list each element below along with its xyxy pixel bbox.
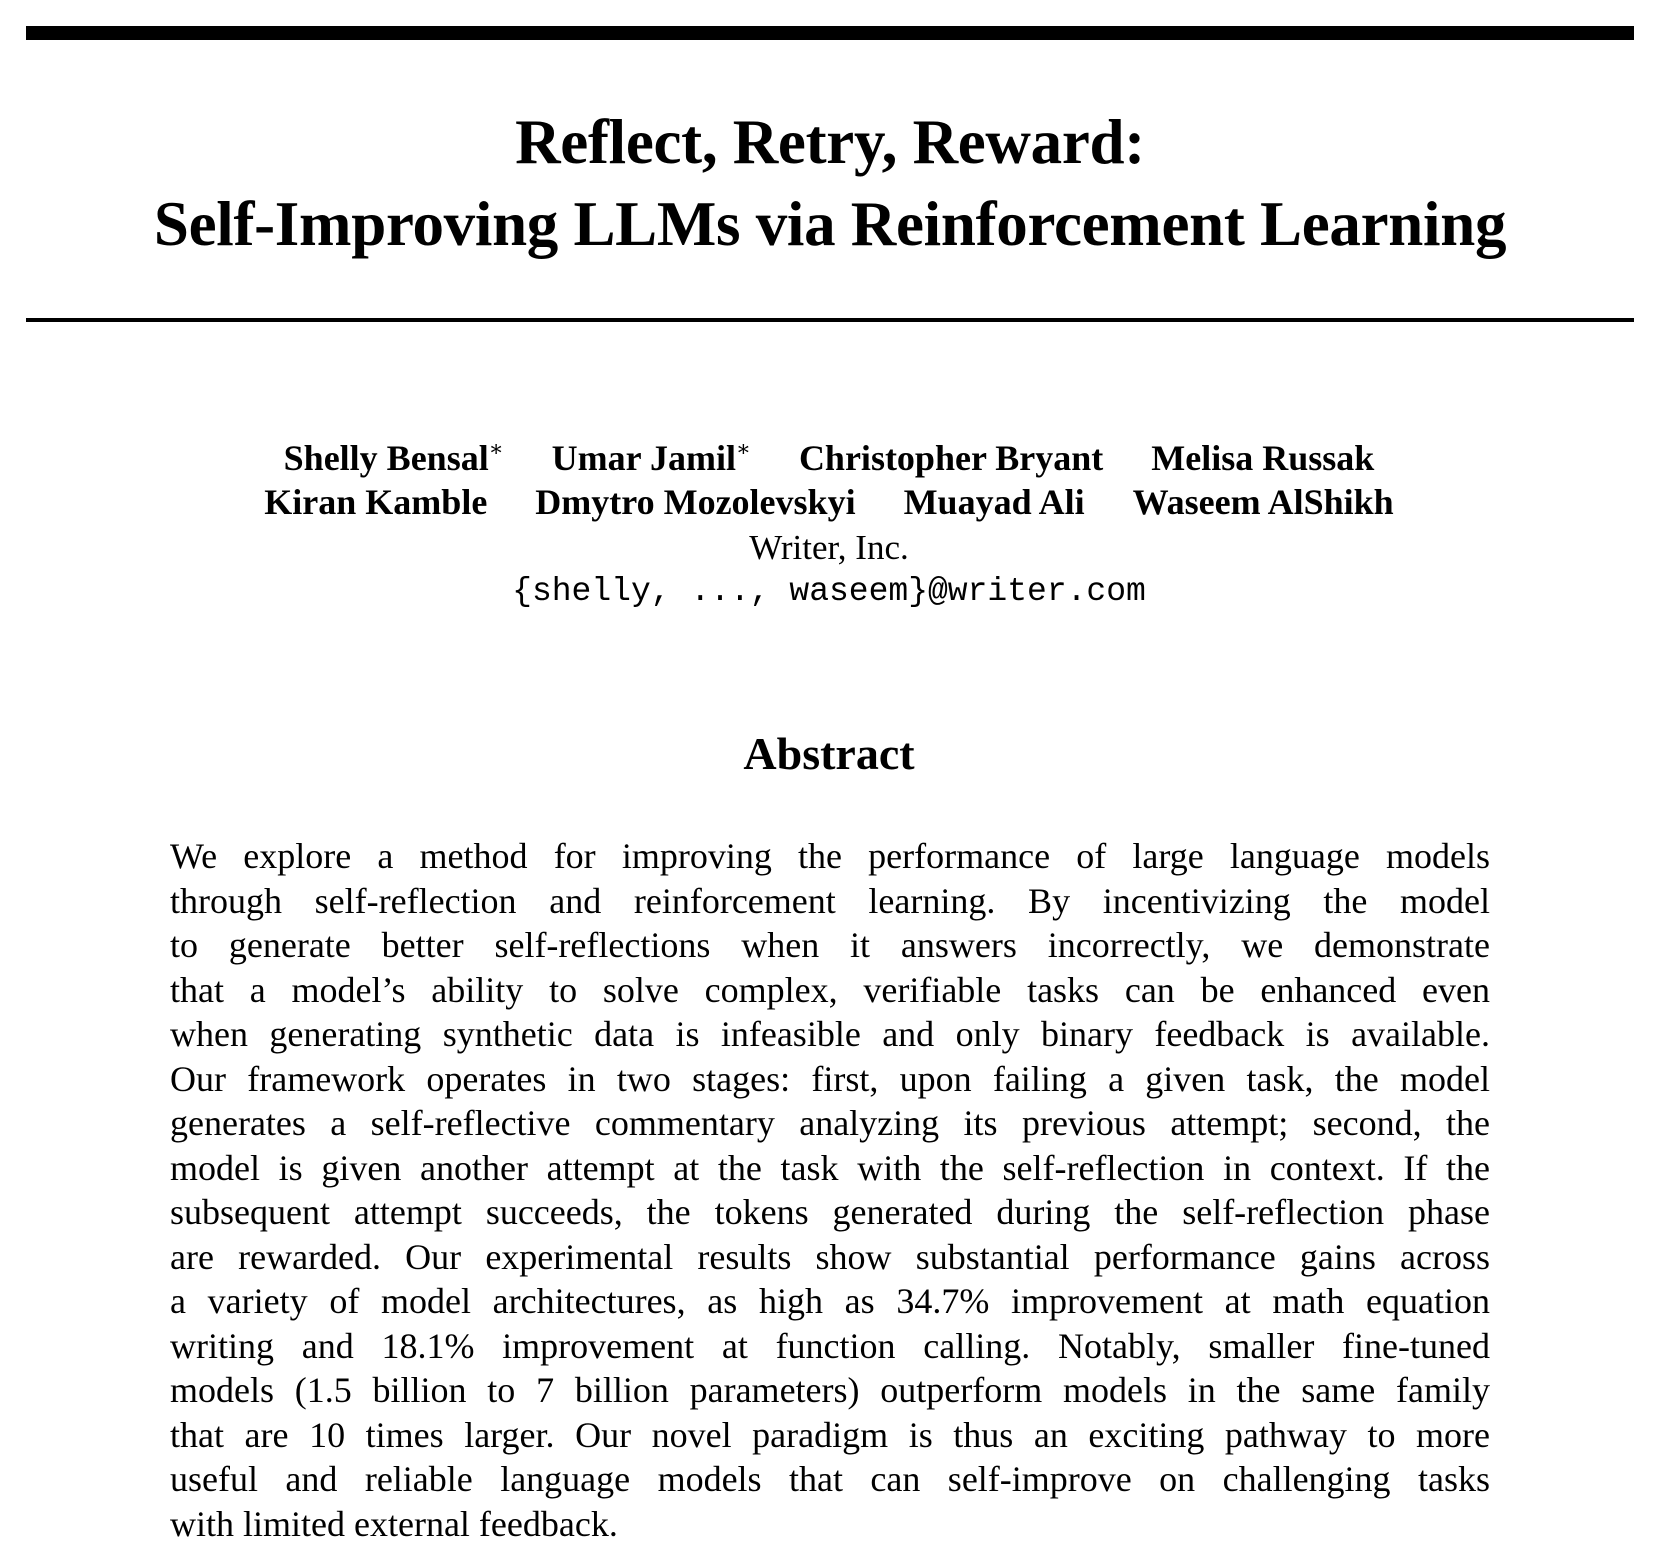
paper-title-line-1: Reflect, Retry, Reward: <box>515 107 1145 177</box>
abstract-line: that a model’s ability to solve complex, verifiable tasks can be enhanced even <box>170 969 1490 1010</box>
affiliation: Writer, Inc. <box>749 528 909 567</box>
title-bottom-rule <box>26 318 1634 322</box>
author-name <box>264 480 487 524</box>
abstract-line: models (1.5 billion to 7 billion parameters) outperform models in the same family <box>170 1370 1490 1410</box>
abstract-line: when generating synthetic data is infeasible and only binary feedback is available. <box>170 1014 1490 1054</box>
author-name-text: Shelly Bensal <box>283 438 489 478</box>
equal-contribution-mark: ∗ <box>735 436 751 461</box>
abstract-line: generates a self-reflective commentary analyzing its previous attempt; second, the <box>170 1103 1490 1143</box>
abstract-line: writing and 18.1% improvement at function calling. Notably, smaller fine-tuned <box>170 1325 1490 1366</box>
author-name <box>284 436 504 480</box>
author-name <box>799 436 1103 480</box>
abstract-line: a variety of model architectures, as high as 34.7% improvement at math equation <box>170 1281 1490 1321</box>
author-name-text: Melisa Russak <box>1151 438 1375 478</box>
authors-row-1 <box>0 436 1658 480</box>
equal-contribution-mark: ∗ <box>488 436 504 461</box>
abstract-line: We explore a method for improving the performance of large language models <box>170 836 1490 876</box>
author-name <box>552 436 751 480</box>
abstract-line: through self-reflection and reinforcement learning. By incentivizing the model <box>170 880 1490 921</box>
abstract-line: to generate better self-reflections when it answers incorrectly, we demonstrate <box>170 925 1490 965</box>
author-email: {shelly, ..., waseem}@writer.com <box>512 573 1146 610</box>
author-name <box>904 480 1085 524</box>
paper-title-line-2: Self-Improving LLMs via Reinforcement Learning <box>153 189 1507 259</box>
abstract-line: model is given another attempt at the task with the self-reflection in context. If the <box>170 1147 1490 1188</box>
author-name-text: Umar Jamil <box>551 438 736 478</box>
author-name-text: Kiran Kamble <box>264 482 488 522</box>
abstract-line: with limited external feedback. <box>170 1503 618 1544</box>
abstract-line: subsequent attempt succeeds, the tokens generated during the self-reflection phase <box>170 1192 1490 1232</box>
author-name-text: Waseem AlShikh <box>1132 482 1394 522</box>
abstract-line: Our framework operates in two stages: first, upon failing a given task, the model <box>170 1058 1490 1099</box>
abstract-heading: Abstract <box>743 728 915 779</box>
author-name <box>1133 480 1394 524</box>
abstract-body <box>170 834 1490 1546</box>
top-rule <box>26 26 1634 40</box>
author-name-text: Dmytro Mozolevskyi <box>535 482 856 522</box>
abstract-line: are rewarded. Our experimental results show substantial performance gains across <box>170 1236 1490 1277</box>
author-name-text: Muayad Ali <box>903 482 1085 522</box>
abstract-line: useful and reliable language models that can self-improve on challenging tasks <box>170 1459 1490 1499</box>
author-name <box>1151 436 1374 480</box>
author-name-text: Christopher Bryant <box>798 438 1104 478</box>
author-name <box>535 480 855 524</box>
authors-row-2 <box>0 480 1658 524</box>
abstract-line: that are 10 times larger. Our novel paradigm is thus an exciting pathway to more <box>170 1414 1490 1455</box>
